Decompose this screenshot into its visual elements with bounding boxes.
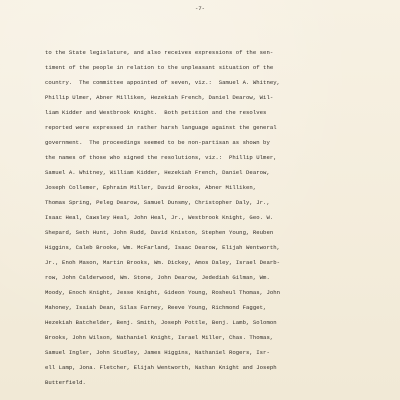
- text-line: Brooks, John Wilson, Nathaniel Knight, Israel Miller, Chas. Thomas,: [45, 334, 274, 341]
- text-line: country. The committee appointed of seven, viz.: Samuel A. Whitney,: [45, 79, 281, 86]
- text-line: reported were expressed in rather harsh language against the general: [45, 124, 277, 131]
- text-line: government. The proceedings seemed to be non-partisan as shown by: [45, 139, 270, 146]
- text-line: Samuel A. Whitney, William Kidder, Hezekiah French, Daniel Dearow,: [45, 169, 270, 176]
- text-line: Hezekiah Batchelder, Benj. Smith, Joseph Pottle, Benj. Lamb, Solomon: [45, 319, 277, 326]
- text-line: Jr., Enoh Mason, Martin Brooks, Wm. Dickey, Amos Daley, Israel Dearb-: [45, 259, 281, 266]
- text-line: Thomas Spring, Peleg Dearow, Samuel Dunsmy, Christopher Daly, Jr.,: [45, 199, 270, 206]
- text-line: ell Lamp, Jona. Fletcher, Elijah Wentworth, Nathan Knight and Joseph: [45, 364, 277, 371]
- text-line: the names of those who signed the resolutions, viz.: Phillip Ulmer,: [45, 154, 277, 161]
- text-line: Joseph Collemer, Ephraim Miller, David Brooks, Abner Milliken,: [45, 184, 257, 191]
- text-line: Butterfield.: [45, 379, 86, 386]
- text-line: Samuel Ingler, John Studley, James Higgins, Nathaniel Rogers, Isr-: [45, 349, 270, 356]
- text-line: liam Kidder and Westbrook Knight. Both petition and the resolves: [45, 109, 267, 116]
- body-text: [45, 45, 380, 390]
- text-line: to the State legislature, and also receives expressions of the sen-: [45, 49, 274, 56]
- page-number: -7-: [195, 5, 205, 12]
- text-line: Phillip Ulmer, Abner Milliken, Hezekiah French, Daniel Dearow, Wil-: [45, 94, 274, 101]
- text-line: Shepard, Seth Hunt, John Rudd, David Kniston, Stephen Young, Reuben: [45, 229, 274, 236]
- text-line: Higgins, Caleb Brooke, Wm. McFarland, Isaac Dearow, Elijah Wentworth,: [45, 244, 281, 251]
- text-line: Isaac Heal, Cawsley Heal, John Heal, Jr., Westbrook Knight, Geo. W.: [45, 214, 274, 221]
- text-line: Moody, Enoch Knight, Jesse Knight, Gideon Young, Rosheul Thomas, John: [45, 289, 281, 296]
- text-line: Mahoney, Isaiah Dean, Silas Farney, Reeve Young, Richmond Fagget,: [45, 304, 267, 311]
- text-line: timent of the people in relation to the unpleasant situation of the: [45, 64, 274, 71]
- text-line: row, John Calderwood, Wm. Stone, John Dearow, Jedediah Gilman, Wm.: [45, 274, 270, 281]
